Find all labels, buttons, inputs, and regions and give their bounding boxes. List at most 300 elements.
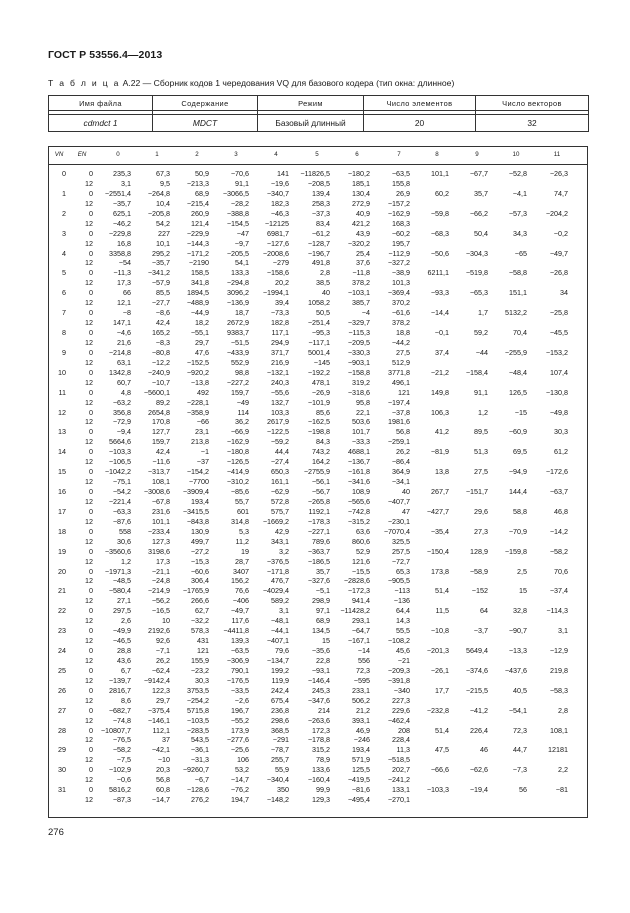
table-cell: 227 bbox=[158, 228, 170, 238]
table-cell: 161,1 bbox=[271, 477, 289, 487]
table-cell: 12 bbox=[85, 198, 93, 208]
table-cell: −2,6 bbox=[234, 695, 249, 705]
table-cell: −60,9 bbox=[508, 427, 527, 437]
table-row bbox=[49, 417, 587, 427]
table-cell: 21,2 bbox=[356, 705, 370, 715]
table-cell: −14,7 bbox=[230, 775, 249, 785]
table-cell: −742,8 bbox=[347, 506, 370, 516]
table-cell: −81,6 bbox=[351, 785, 370, 795]
table-cell: 12 bbox=[85, 437, 93, 447]
table-cell: 356,8 bbox=[113, 407, 131, 417]
table-cell: 0 bbox=[89, 407, 93, 417]
table-cell: −23,2 bbox=[190, 665, 209, 675]
table-cell: 0 bbox=[89, 765, 93, 775]
table-cell: −16,5 bbox=[151, 606, 170, 616]
table-cell: −46,2 bbox=[112, 218, 131, 228]
table-cell: −49,7 bbox=[230, 606, 249, 616]
table-cell: −65,3 bbox=[469, 288, 488, 298]
table-cell: −186,5 bbox=[307, 556, 330, 566]
table-cell: 789,6 bbox=[312, 536, 330, 546]
table-cell: −1042,2 bbox=[104, 467, 131, 477]
table-cell: 11,3 bbox=[396, 745, 410, 755]
table-cell: 0 bbox=[89, 665, 93, 675]
table-cell: −161,8 bbox=[347, 467, 370, 477]
table-row bbox=[49, 606, 587, 616]
table-cell: −254,2 bbox=[186, 695, 209, 705]
table-cell: −419,5 bbox=[347, 775, 370, 785]
table-cell: 64,4 bbox=[396, 606, 410, 616]
table-cell: 2672,9 bbox=[227, 318, 249, 328]
table-cell: 108,1 bbox=[152, 477, 170, 487]
table-cell: −58,2 bbox=[549, 546, 568, 556]
table-cell: 12 bbox=[85, 675, 93, 685]
table-cell: −246 bbox=[353, 735, 370, 745]
table-cell: 276,2 bbox=[191, 795, 209, 805]
table-cell: −21,1 bbox=[151, 566, 170, 576]
table-cell: 29 bbox=[58, 745, 66, 755]
table-cell: −162,5 bbox=[307, 417, 330, 427]
table-cell: −205,5 bbox=[226, 248, 249, 258]
table-cell: 46,9 bbox=[356, 725, 370, 735]
table-cell: 12 bbox=[85, 357, 93, 367]
table-cell: 0 bbox=[89, 328, 93, 337]
table-cell: 47,6 bbox=[195, 347, 209, 357]
table-cell: 19 bbox=[241, 546, 249, 556]
table-row bbox=[49, 229, 587, 239]
column-header-0: VN bbox=[54, 151, 64, 158]
table-cell: 29,6 bbox=[474, 506, 488, 516]
table-cell: −136,9 bbox=[226, 298, 249, 308]
table-cell: 122,3 bbox=[152, 685, 170, 695]
table-cell: −94,9 bbox=[508, 467, 527, 477]
table-cell: 133,3 bbox=[231, 268, 249, 278]
table-cell: −14 bbox=[357, 646, 370, 655]
table-cell: −57,3 bbox=[508, 208, 527, 218]
codebook-header-row bbox=[49, 147, 587, 165]
table-cell: −488,9 bbox=[186, 298, 209, 308]
table-cell: 127,7 bbox=[152, 427, 170, 437]
table-row bbox=[49, 338, 587, 348]
table-cell: 12 bbox=[85, 258, 93, 268]
table-cell: −62,6 bbox=[469, 765, 488, 775]
table-cell: −35,4 bbox=[430, 526, 449, 536]
table-cell: −4 bbox=[361, 308, 370, 318]
table-cell: 245,3 bbox=[312, 685, 330, 695]
table-cell: −152,5 bbox=[186, 357, 209, 367]
table-cell: 298,9 bbox=[312, 596, 330, 606]
table-cell: 431 bbox=[197, 636, 209, 646]
table-cell: 1,2 bbox=[121, 556, 131, 566]
column-header-6: 4 bbox=[274, 151, 278, 158]
table-row bbox=[49, 755, 587, 765]
table-cell: −37,8 bbox=[391, 407, 410, 417]
table-cell: 117,6 bbox=[231, 616, 249, 626]
table-cell: −46,3 bbox=[270, 208, 289, 218]
table-cell: −64,7 bbox=[351, 626, 370, 636]
table-cell: 91,1 bbox=[474, 387, 488, 397]
table-cell: −66 bbox=[196, 417, 209, 427]
table-row bbox=[49, 427, 587, 437]
table-cell: −407,1 bbox=[266, 636, 289, 646]
table-cell: 92,6 bbox=[156, 636, 170, 646]
table-cell: 18,2 bbox=[195, 318, 209, 328]
table-cell: 67,3 bbox=[156, 169, 170, 178]
table-cell: −172,6 bbox=[545, 467, 568, 477]
table-cell: −3560,6 bbox=[104, 546, 131, 556]
table-row bbox=[49, 437, 587, 447]
table-cell: 231,6 bbox=[152, 506, 170, 516]
table-cell: −72,9 bbox=[112, 417, 131, 427]
table-cell: −9260,7 bbox=[182, 765, 209, 775]
table-cell: −35,7 bbox=[151, 258, 170, 268]
table-cell: −3909,4 bbox=[182, 487, 209, 496]
column-header-3: 1 bbox=[155, 151, 159, 158]
table-cell: 70,6 bbox=[554, 566, 568, 576]
table-cell: −9142,4 bbox=[143, 675, 170, 685]
table-cell: 149,8 bbox=[431, 387, 449, 397]
page-number: 276 bbox=[48, 827, 64, 838]
table-cell: −5,1 bbox=[315, 586, 330, 596]
table-cell: 5715,8 bbox=[187, 705, 209, 715]
table-cell: 168,3 bbox=[392, 218, 410, 228]
table-cell: −67,8 bbox=[151, 496, 170, 506]
table-cell: −264,8 bbox=[147, 188, 170, 198]
table-cell: −9,4 bbox=[116, 427, 131, 437]
table-cell: −63,3 bbox=[112, 506, 131, 516]
table-cell: 62,7 bbox=[195, 606, 209, 616]
table-cell: 790,1 bbox=[231, 665, 249, 675]
table-cell: −27,2 bbox=[190, 546, 209, 556]
table-cell: 27,5 bbox=[396, 347, 410, 357]
table-cell: 40 bbox=[322, 288, 330, 298]
table-cell: 112,1 bbox=[152, 725, 170, 735]
table-cell: 492 bbox=[197, 387, 209, 397]
table-cell: −279 bbox=[272, 258, 289, 268]
table-cell: 63,6 bbox=[356, 526, 370, 536]
table-cell: −12125 bbox=[264, 218, 289, 228]
table-cell: 0 bbox=[89, 467, 93, 477]
table-cell: 21,6 bbox=[117, 337, 131, 347]
table-row bbox=[49, 388, 587, 398]
table-cell: 27,5 bbox=[474, 467, 488, 477]
table-cell: −229,8 bbox=[108, 228, 131, 238]
table-cell: −682,7 bbox=[108, 705, 131, 715]
table-cell: −14,7 bbox=[151, 795, 170, 805]
table-cell: 53,2 bbox=[235, 765, 249, 775]
table-cell: 43,6 bbox=[117, 655, 131, 665]
table-cell: −132,1 bbox=[266, 367, 289, 377]
table-cell: −63,5 bbox=[391, 169, 410, 178]
table-cell: 141 bbox=[277, 169, 289, 178]
table-cell: 42,4 bbox=[156, 447, 170, 457]
table-cell: 378,2 bbox=[392, 318, 410, 328]
table-cell: −101,9 bbox=[307, 397, 330, 407]
table-cell: −7700 bbox=[188, 477, 209, 487]
table-cell: 368,5 bbox=[271, 725, 289, 735]
table-cell: −9,7 bbox=[234, 238, 249, 248]
table-row bbox=[49, 646, 587, 656]
table-row bbox=[49, 706, 587, 716]
table-cell: 0 bbox=[89, 487, 93, 496]
table-cell: 47,5 bbox=[435, 745, 449, 755]
table-cell: −160,4 bbox=[307, 775, 330, 785]
table-cell: −241,2 bbox=[387, 775, 410, 785]
table-cell: 164,2 bbox=[312, 457, 330, 467]
table-cell: 60,7 bbox=[117, 377, 131, 387]
table-cell: −49,8 bbox=[549, 407, 568, 417]
table-cell: 45,6 bbox=[396, 646, 410, 655]
table-cell: 55,5 bbox=[396, 626, 410, 636]
table-cell: 173,9 bbox=[231, 725, 249, 735]
table-cell: 13,8 bbox=[435, 467, 449, 477]
table-cell: 182,3 bbox=[271, 198, 289, 208]
table-cell: 0 bbox=[89, 347, 93, 357]
table-cell: 129,3 bbox=[312, 795, 330, 805]
table-cell: 12 bbox=[85, 318, 93, 328]
table-cell: 69,5 bbox=[513, 447, 527, 457]
table-cell: −215,4 bbox=[186, 198, 209, 208]
summary-header-row bbox=[49, 96, 589, 111]
table-cell: 27 bbox=[58, 705, 66, 715]
table-cell: −58,3 bbox=[549, 685, 568, 695]
table-cell: −340,4 bbox=[266, 775, 289, 785]
table-row bbox=[49, 239, 587, 249]
table-row bbox=[49, 586, 587, 596]
table-cell: −122,5 bbox=[266, 427, 289, 437]
table-cell: −13,8 bbox=[190, 377, 209, 387]
table-cell: −306,9 bbox=[226, 655, 249, 665]
summary-content: MDCT bbox=[153, 115, 258, 132]
table-cell: 29,7 bbox=[195, 337, 209, 347]
table-cell: 95,8 bbox=[356, 397, 370, 407]
table-cell: −32,2 bbox=[190, 616, 209, 626]
table-cell: 103,3 bbox=[271, 407, 289, 417]
table-cell: 199,2 bbox=[271, 665, 289, 675]
table-cell: 4 bbox=[62, 248, 66, 258]
table-cell: 173,8 bbox=[431, 566, 449, 576]
table-cell: −11,8 bbox=[352, 268, 370, 278]
table-cell: 58,8 bbox=[513, 506, 527, 516]
table-cell: 0 bbox=[89, 745, 93, 755]
table-cell: −277,6 bbox=[226, 735, 249, 745]
table-cell: 12 bbox=[85, 516, 93, 526]
table-cell: −406 bbox=[232, 596, 249, 606]
table-cell: −369,4 bbox=[387, 288, 410, 298]
table-cell: −60,6 bbox=[190, 566, 209, 576]
table-row bbox=[49, 547, 587, 557]
table-cell: −565,6 bbox=[347, 496, 370, 506]
table-cell: 98,8 bbox=[235, 367, 249, 377]
table-row bbox=[49, 636, 587, 646]
table-cell: −103,1 bbox=[347, 288, 370, 298]
table-cell: 12 bbox=[85, 795, 93, 805]
table-cell: −128,7 bbox=[307, 238, 330, 248]
table-cell: 7 bbox=[62, 308, 66, 318]
table-cell: 675,4 bbox=[271, 695, 289, 705]
table-cell: 743,2 bbox=[312, 447, 330, 457]
table-cell: −318,6 bbox=[347, 387, 370, 397]
table-cell: 128,9 bbox=[470, 546, 488, 556]
table-row bbox=[49, 576, 587, 586]
table-cell: −196,7 bbox=[307, 248, 330, 258]
table-cell: −127,6 bbox=[266, 238, 289, 248]
table-cell: −95,3 bbox=[311, 328, 330, 337]
table-cell: −150,4 bbox=[426, 546, 449, 556]
table-row bbox=[49, 398, 587, 408]
table-row bbox=[49, 726, 587, 736]
table-cell: 2,8 bbox=[320, 268, 330, 278]
table-cell: −518,5 bbox=[387, 755, 410, 765]
table-cell: −145 bbox=[313, 357, 330, 367]
table-cell: 228,4 bbox=[392, 735, 410, 745]
table-cell: −178,3 bbox=[307, 516, 330, 526]
table-cell: −59,2 bbox=[270, 437, 289, 447]
table-cell: 5649,4 bbox=[466, 646, 488, 655]
table-cell: −903,1 bbox=[347, 357, 370, 367]
table-cell: 650,3 bbox=[271, 467, 289, 477]
table-cell: −375,4 bbox=[147, 705, 170, 715]
table-row bbox=[49, 219, 587, 229]
table-cell: −330,3 bbox=[347, 347, 370, 357]
table-cell: −15,3 bbox=[190, 556, 209, 566]
table-cell: −4411,8 bbox=[223, 626, 249, 636]
table-row bbox=[49, 249, 587, 259]
summary-filename: cdmdct 1 bbox=[49, 115, 153, 132]
table-cell: 22 bbox=[58, 606, 66, 616]
table-cell: 12 bbox=[85, 576, 93, 586]
summary-header-cell: Режим bbox=[258, 96, 364, 111]
table-cell: 139,3 bbox=[231, 636, 249, 646]
table-cell: 25 bbox=[58, 665, 66, 675]
table-cell: 50,4 bbox=[474, 228, 488, 238]
table-cell: −391,8 bbox=[387, 675, 410, 685]
table-cell: −315,2 bbox=[347, 516, 370, 526]
table-row bbox=[49, 735, 587, 745]
table-cell: 512,9 bbox=[392, 357, 410, 367]
table-cell: 15 bbox=[58, 467, 66, 477]
table-cell: 17,7 bbox=[435, 685, 449, 695]
table-cell: −154,2 bbox=[186, 467, 209, 477]
table-cell: 26 bbox=[58, 685, 66, 695]
table-cell: 552,9 bbox=[231, 357, 249, 367]
table-cell: −265,8 bbox=[307, 496, 330, 506]
table-cell: 37,6 bbox=[356, 258, 370, 268]
table-cell: −146,4 bbox=[307, 675, 330, 685]
summary-mode: Базовый длинный bbox=[258, 115, 364, 132]
table-cell: 34 bbox=[560, 288, 568, 298]
table-cell: −55,2 bbox=[230, 715, 249, 725]
table-row bbox=[49, 358, 587, 368]
table-cell: 44,7 bbox=[513, 745, 527, 755]
table-cell: 235,3 bbox=[113, 169, 131, 178]
table-cell: 44,4 bbox=[275, 447, 289, 457]
table-cell: −1765,9 bbox=[182, 586, 209, 596]
table-cell: −61,6 bbox=[391, 308, 410, 318]
table-cell: 257,5 bbox=[392, 546, 410, 556]
table-cell: 101,3 bbox=[392, 278, 410, 288]
table-cell: −103,3 bbox=[108, 447, 131, 457]
column-header-1: EN bbox=[77, 151, 87, 158]
table-cell: 371,7 bbox=[271, 347, 289, 357]
table-cell: 0 bbox=[89, 685, 93, 695]
table-cell: −49 bbox=[236, 397, 249, 407]
table-cell: −66,6 bbox=[430, 765, 449, 775]
table-cell: 0 bbox=[89, 169, 93, 178]
table-cell: −59,8 bbox=[430, 208, 449, 218]
table-cell: 213,8 bbox=[191, 437, 209, 447]
table-cell: 60,2 bbox=[435, 188, 449, 198]
table-cell: 202,7 bbox=[392, 765, 410, 775]
table-cell: 12 bbox=[85, 536, 93, 546]
table-cell: −63,7 bbox=[549, 487, 568, 496]
summary-vectors: 32 bbox=[476, 115, 589, 132]
table-cell: −214,9 bbox=[147, 586, 170, 596]
table-cell: −58,9 bbox=[469, 566, 488, 576]
table-cell: 2816,7 bbox=[109, 685, 131, 695]
table-cell: 130,4 bbox=[352, 188, 370, 198]
table-row bbox=[49, 467, 587, 477]
table-cell: 571,9 bbox=[352, 755, 370, 765]
table-cell: −1669,2 bbox=[262, 516, 289, 526]
table-cell: −15 bbox=[514, 407, 527, 417]
table-cell: −15,5 bbox=[351, 566, 370, 576]
table-cell: −55,6 bbox=[270, 387, 289, 397]
table-cell: 3358,8 bbox=[109, 248, 131, 258]
table-cell: 0 bbox=[89, 526, 93, 536]
table-cell: 13 bbox=[58, 427, 66, 437]
table-cell: 578,3 bbox=[191, 626, 209, 636]
table-cell: 46,8 bbox=[554, 506, 568, 516]
table-cell: −34,1 bbox=[391, 477, 410, 487]
table-cell: 0 bbox=[89, 626, 93, 636]
table-cell: −232,8 bbox=[426, 705, 449, 715]
table-cell: 40,9 bbox=[356, 208, 370, 218]
summary-header-cell: Число элементов bbox=[364, 96, 476, 111]
table-cell: 101,1 bbox=[152, 516, 170, 526]
table-row bbox=[49, 179, 587, 189]
table-cell: −171,2 bbox=[186, 248, 209, 258]
table-row bbox=[49, 507, 587, 517]
column-header-7: 5 bbox=[315, 151, 319, 158]
table-cell: 476,7 bbox=[271, 576, 289, 586]
column-header-9: 7 bbox=[397, 151, 401, 158]
table-cell: −176,5 bbox=[226, 675, 249, 685]
table-row bbox=[49, 408, 587, 418]
table-cell: 5 bbox=[62, 268, 66, 278]
table-cell: 35,7 bbox=[316, 566, 330, 576]
table-cell: 89,5 bbox=[474, 427, 488, 437]
table-row bbox=[49, 199, 587, 209]
table-cell: 1,2 bbox=[478, 407, 488, 417]
table-cell: −63,2 bbox=[112, 397, 131, 407]
table-cell: 23 bbox=[58, 626, 66, 636]
table-cell: 106,3 bbox=[431, 407, 449, 417]
table-cell: 50,9 bbox=[195, 169, 209, 178]
table-cell: −37,3 bbox=[311, 208, 330, 218]
table-cell: −2008,6 bbox=[262, 248, 289, 258]
table-cell: −54,1 bbox=[508, 705, 527, 715]
table-cell: 14,3 bbox=[396, 616, 410, 626]
table-cell: −93,1 bbox=[311, 665, 330, 675]
table-cell: −158,4 bbox=[465, 367, 488, 377]
summary-header-cell: Содержание bbox=[153, 96, 258, 111]
table-row bbox=[49, 676, 587, 686]
table-cell: 47 bbox=[402, 506, 410, 516]
table-cell: 0 bbox=[89, 228, 93, 238]
table-cell: 242,4 bbox=[271, 685, 289, 695]
table-cell: 12 bbox=[85, 636, 93, 646]
table-cell: 8 bbox=[62, 328, 66, 337]
